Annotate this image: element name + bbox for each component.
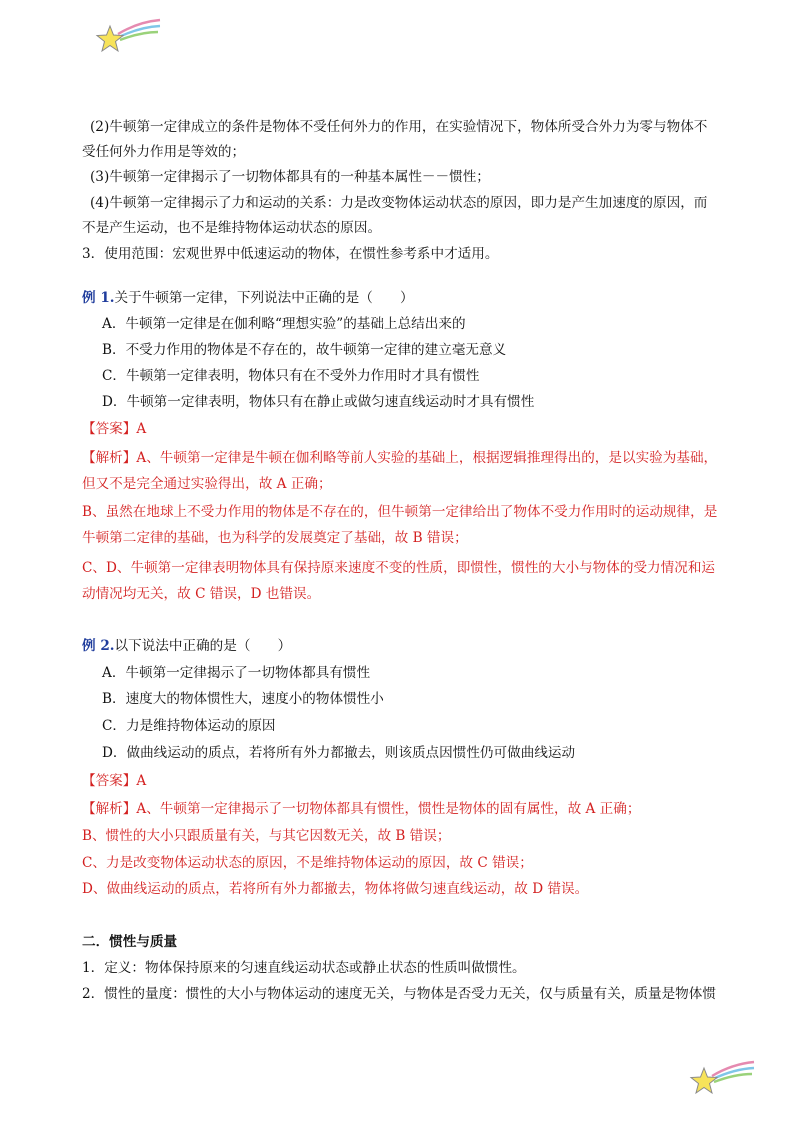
example1-question-text: 关于牛顿第一定律，下列说法中正确的是（ ） (114, 290, 414, 306)
scope: 3．使用范围：宏观世界中低速运动的物体，在惯性参考系中才适用。 (82, 246, 499, 262)
example2-analysis-line: B、惯性的大小只跟质量有关，与其它因数无关，故 B 错误； (82, 828, 451, 844)
shooting-star-icon (92, 16, 162, 58)
example2-label: 例 2. (82, 638, 115, 654)
example1-question (82, 289, 414, 307)
point4-line2: 不是产生运动，也不是维持物体运动状态的原因。 (82, 220, 382, 236)
example2-question-text: 以下说法中正确的是（ ） (114, 638, 292, 654)
point2-line2: 受任何外力作用是等效的； (82, 144, 246, 160)
shooting-star-icon (686, 1058, 756, 1100)
example2-option-d: D．做曲线运动的质点，若将所有外力都撤去，则该质点因惯性仍可做曲线运动 (102, 745, 576, 761)
example1-option-b: B．不受力作用的物体是不存在的，故牛顿第一定律的建立毫无意义 (102, 342, 507, 358)
point2-line1: (2)牛顿第一定律成立的条件是物体不受任何外力的作用，在实验情况下，物体所受合外力为零与物体不 (90, 119, 708, 135)
example2-answer: 【答案】A (82, 773, 147, 789)
example2-option-b: B．速度大的物体惯性大，速度小的物体惯性小 (102, 691, 384, 707)
example1-option-d: D．牛顿第一定律表明，物体只有在静止或做匀速直线运动时才具有惯性 (102, 394, 535, 410)
section2-heading: 二．惯性与质量 (82, 934, 178, 950)
example1-label: 例 1. (82, 290, 115, 306)
section2-measure: 2．惯性的量度：惯性的大小与物体运动的速度无关，与物体是否受力无关，仅与质量有关，质量是物体惯 (82, 986, 716, 1002)
example2-option-a: A．牛顿第一定律揭示了一切物体都具有惯性 (102, 665, 371, 681)
example1-analysis-line: 动情况均无关，故 C 错误，D 也错误。 (82, 586, 321, 602)
point3: (3)牛顿第一定律揭示了一切物体都具有的一种基本属性－－惯性； (90, 169, 490, 185)
example1-answer: 【答案】A (82, 421, 147, 437)
example1-analysis-line: 【解析】A、牛顿第一定律是牛顿在伽利略等前人实验的基础上，根据逻辑推理得出的，是以实验为基础， (82, 450, 718, 466)
example1-analysis-line: C、D、牛顿第一定律表明物体具有保持原来速度不变的性质，即惯性，惯性的大小与物体的受力情况和运 (82, 560, 716, 576)
example2-question (82, 637, 291, 655)
example2-option-c: C．力是维持物体运动的原因 (102, 718, 276, 734)
example2-analysis-line: D、做曲线运动的质点，若将所有外力都撤去，物体将做匀速直线运动，故 D 错误。 (82, 881, 589, 897)
example1-option-c: C．牛顿第一定律表明，物体只有在不受外力作用时才具有惯性 (102, 368, 480, 384)
example1-option-a: A．牛顿第一定律是在伽利略“理想实验”的基础上总结出来的 (102, 316, 466, 332)
section2-definition: 1．定义：物体保持原来的匀速直线运动状态或静止状态的性质叫做惯性。 (82, 960, 526, 976)
point4-line1: (4)牛顿第一定律揭示了力和运动的关系：力是改变物体运动状态的原因，即力是产生加速度的原因，而 (90, 195, 708, 211)
example1-analysis-line: 但又不是完全通过实验得出，故 A 正确； (82, 476, 332, 492)
example2-analysis-line: C、力是改变物体运动状态的原因，不是维持物体运动的原因，故 C 错误； (82, 855, 533, 871)
example1-analysis-line: B、虽然在地球上不受力作用的物体是不存在的，但牛顿第一定律给出了物体不受力作用时的运动规律，是 (82, 504, 718, 520)
example2-analysis-line: 【解析】A、牛顿第一定律揭示了一切物体都具有惯性，惯性是物体的固有属性，故 A 正确； (82, 801, 641, 817)
example1-analysis-line: 牛顿第二定律的基础，也为科学的发展奠定了基础，故 B 错误； (82, 530, 468, 546)
